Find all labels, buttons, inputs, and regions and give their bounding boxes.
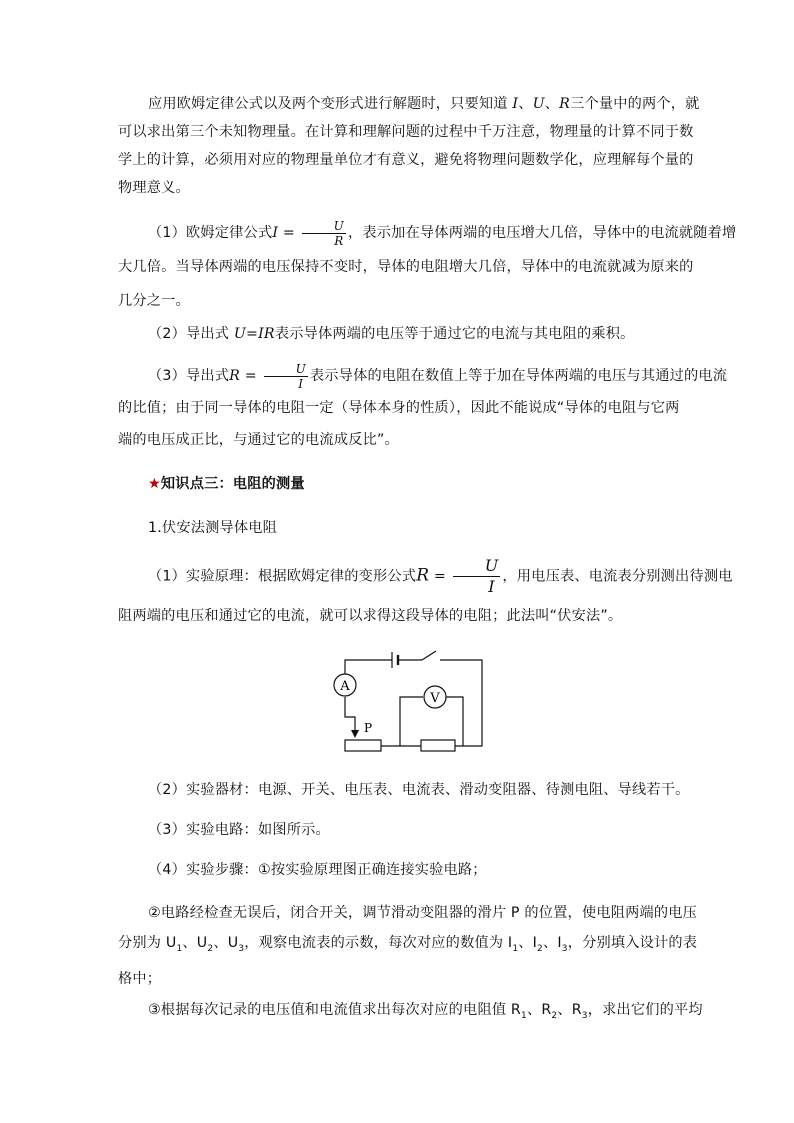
star-icon: ★ bbox=[148, 476, 161, 492]
ohms-law-paragraph: （1）欧姆定律公式I = $\frac{U}{R}$ ，表示加在导体两端的电压增大几倍，导体中的电流就随着增 大几倍。当导体两端的电压保持不变时，导体的电阻增大几倍，导体中的电流就减为原来的 几分之一。 bbox=[118, 218, 737, 309]
wire-left bbox=[345, 697, 355, 732]
derived-formula-u-paragraph: （2）导出式 U=IR表示导体两端的电压等于通过它的电流与其电阻的乘积。 bbox=[148, 326, 635, 342]
subsection-title: 1.伏安法测导体电阻 bbox=[148, 520, 278, 536]
ammeter-label: A bbox=[340, 679, 350, 694]
section-heading: ★知识点三：电阻的测量 bbox=[148, 476, 305, 492]
resistor-icon bbox=[421, 740, 455, 751]
slider-arrow-icon bbox=[351, 730, 359, 738]
switch-lever bbox=[422, 651, 436, 660]
principle-paragraph: （1）实验原理：根据欧姆定律的变形公式R = $\frac{U}{I}$ ，用电压表、电流表分别测出待测电 阻两端的电压和通过它的电流，就可以求得这段导体的电阻；此法叫“伏安法”。 bbox=[118, 556, 733, 624]
fraction-u-over-i: $\frac{U}{I}$ bbox=[264, 362, 308, 391]
step-three-paragraph: ③根据每次记录的电压值和电流值求出每次对应的电阻值 $R_1$、$R_2$、$R_3$，求出它们的平均 bbox=[148, 1002, 703, 1021]
fraction-u-over-i-large: $\frac{U}{I}$ bbox=[453, 556, 501, 597]
step-two-paragraph: ②电路经检查无误后，闭合开关，调节滑动变阻器的滑片 P 的位置，使电阻两端的电压 分别为 $U_1$、$U_2$、$U_3$，观察电流表的示数，每次对应的数值为 $I_1$、$I_2$、$I_3$，分别填入设计的表 格中； bbox=[118, 905, 698, 987]
slider-label: P bbox=[364, 721, 373, 735]
derived-formula-r-paragraph: （3）导出式R = $\frac{U}{I}$ 表示导体的电阻在数值上等于加在导体两端的电压与其通过的电流 的比值；由于同一导体的电阻一定（导体本身的性质），因此不能说成“导体的电阻与它两 端的电压成正比，与通过它的电流成反比”。 bbox=[118, 361, 728, 448]
fraction-u-over-r: $\frac{U}{R}$ bbox=[302, 219, 346, 248]
circuit-diagram bbox=[320, 640, 500, 760]
wire-voltmeter-right bbox=[446, 697, 463, 746]
intro-paragraph: 应用欧姆定律公式以及两个变形式进行解题时，只要知道 I、U、R三个量中的两个，就 可以求出第三个未知物理量。在计算和理解问题的过程中千万注意，物理量的计算不同于数 学上的计算，必须用对应的物理量单位才有意义，避免将物理问题数学化，应理解每个量的 物理意义。 bbox=[118, 96, 700, 196]
wire-right bbox=[440, 660, 482, 746]
rheostat-icon bbox=[345, 740, 381, 751]
voltmeter-label: V bbox=[430, 691, 440, 706]
wire-voltmeter-left bbox=[400, 697, 423, 746]
circuit-paragraph: （3）实验电路：如图所示。 bbox=[148, 822, 330, 838]
steps-paragraph: （4）实验步骤：①按实验原理图正确连接实验电路； bbox=[148, 862, 487, 878]
equipment-paragraph: （2）实验器材：电源、开关、电压表、电流表、滑动变阻器、待测电阻、导线若干。 bbox=[148, 782, 690, 798]
